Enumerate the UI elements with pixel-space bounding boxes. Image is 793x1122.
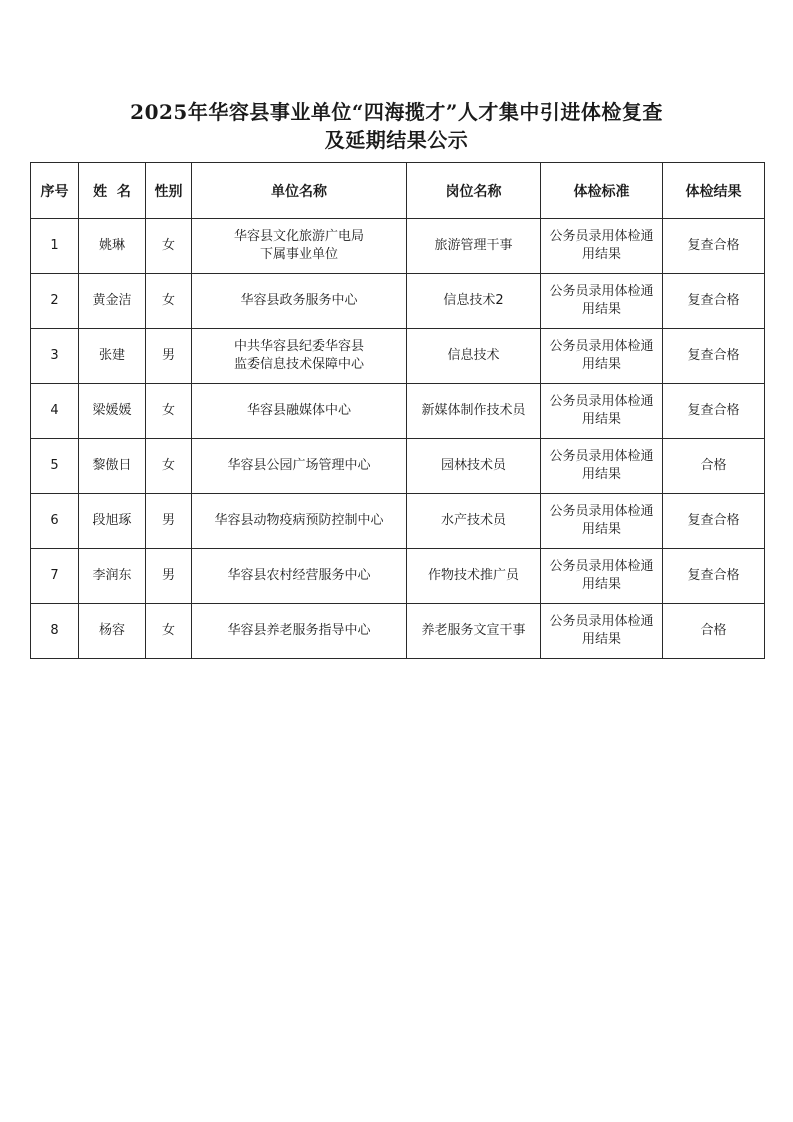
cell-result: 复查合格 [663,219,765,274]
cell-unit [192,439,407,494]
cell-result: 合格 [663,604,765,659]
cell-position: 信息技术2 [407,274,541,329]
header-index: 序号 [31,163,79,219]
cell-unit-line-1: 华容县文化旅游广电局 [233,229,364,244]
cell-unit-line-1: 华容县养老服务指导中心 [227,623,371,638]
cell-unit-line-1: 中共华容县纪委华容县 [233,339,364,354]
cell-unit [192,219,407,274]
cell-unit [192,384,407,439]
cell-standard: 公务员录用体检通用结果 [541,274,663,329]
cell-gender: 男 [146,549,192,604]
cell-standard: 公务员录用体检通用结果 [541,329,663,384]
cell-name: 张建 [79,329,146,384]
table-row [31,604,765,659]
cell-index: 3 [31,329,79,384]
cell-name: 梁媛媛 [79,384,146,439]
cell-name: 黎傲日 [79,439,146,494]
cell-unit [192,274,407,329]
cell-position: 园林技术员 [407,439,541,494]
cell-standard: 公务员录用体检通用结果 [541,604,663,659]
cell-position: 新媒体制作技术员 [407,384,541,439]
cell-index: 1 [31,219,79,274]
cell-name: 杨容 [79,604,146,659]
table-row [31,329,765,384]
cell-name: 姚琳 [79,219,146,274]
cell-position: 水产技术员 [407,494,541,549]
cell-position: 旅游管理干事 [407,219,541,274]
cell-index: 5 [31,439,79,494]
cell-unit [192,604,407,659]
cell-unit-line-1: 华容县公园广场管理中心 [227,458,371,473]
cell-position: 作物技术推广员 [407,549,541,604]
cell-unit-line-2: 监委信息技术保障中心 [233,357,364,372]
cell-unit [192,549,407,604]
page-title-line-2: 及延期结果公示 [324,128,469,152]
cell-index: 4 [31,384,79,439]
cell-result: 合格 [663,439,765,494]
header-standard: 体检标准 [541,163,663,219]
cell-index: 7 [31,549,79,604]
cell-gender: 女 [146,439,192,494]
table-header-row [31,163,765,219]
cell-gender: 女 [146,604,192,659]
header-gender: 性别 [146,163,192,219]
cell-unit [192,329,407,384]
cell-name: 段旭琢 [79,494,146,549]
cell-index: 8 [31,604,79,659]
cell-unit-line-1: 华容县政务服务中心 [240,293,358,308]
cell-standard: 公务员录用体检通用结果 [541,494,663,549]
cell-name: 黄金洁 [79,274,146,329]
table-row [31,494,765,549]
table-row [31,549,765,604]
table-row [31,219,765,274]
cell-unit-line-1: 华容县农村经营服务中心 [227,568,371,583]
cell-unit [192,494,407,549]
header-name: 姓 名 [79,163,146,219]
cell-result: 复查合格 [663,494,765,549]
cell-result: 复查合格 [663,384,765,439]
page-title [0,98,793,154]
cell-result: 复查合格 [663,274,765,329]
cell-gender: 男 [146,494,192,549]
header-result: 体检结果 [663,163,765,219]
cell-index: 2 [31,274,79,329]
cell-unit-line-2: 下属事业单位 [259,247,338,262]
cell-position: 养老服务文宣干事 [407,604,541,659]
cell-unit-line-1: 华容县动物疫病预防控制中心 [214,513,384,528]
page-title-line-1: 2025年华容县事业单位“四海揽才”人才集中引进体检复查 [130,100,663,124]
cell-gender: 女 [146,274,192,329]
table-row [31,274,765,329]
cell-result: 复查合格 [663,549,765,604]
cell-gender: 女 [146,384,192,439]
cell-standard: 公务员录用体检通用结果 [541,439,663,494]
cell-index: 6 [31,494,79,549]
result-table [30,162,765,659]
header-position: 岗位名称 [407,163,541,219]
cell-position: 信息技术 [407,329,541,384]
table-row [31,439,765,494]
cell-standard: 公务员录用体检通用结果 [541,219,663,274]
cell-standard: 公务员录用体检通用结果 [541,384,663,439]
header-unit: 单位名称 [192,163,407,219]
cell-gender: 女 [146,219,192,274]
cell-gender: 男 [146,329,192,384]
cell-unit-line-1: 华容县融媒体中心 [246,403,351,418]
cell-name: 李润东 [79,549,146,604]
cell-standard: 公务员录用体检通用结果 [541,549,663,604]
table-row [31,384,765,439]
cell-result: 复查合格 [663,329,765,384]
